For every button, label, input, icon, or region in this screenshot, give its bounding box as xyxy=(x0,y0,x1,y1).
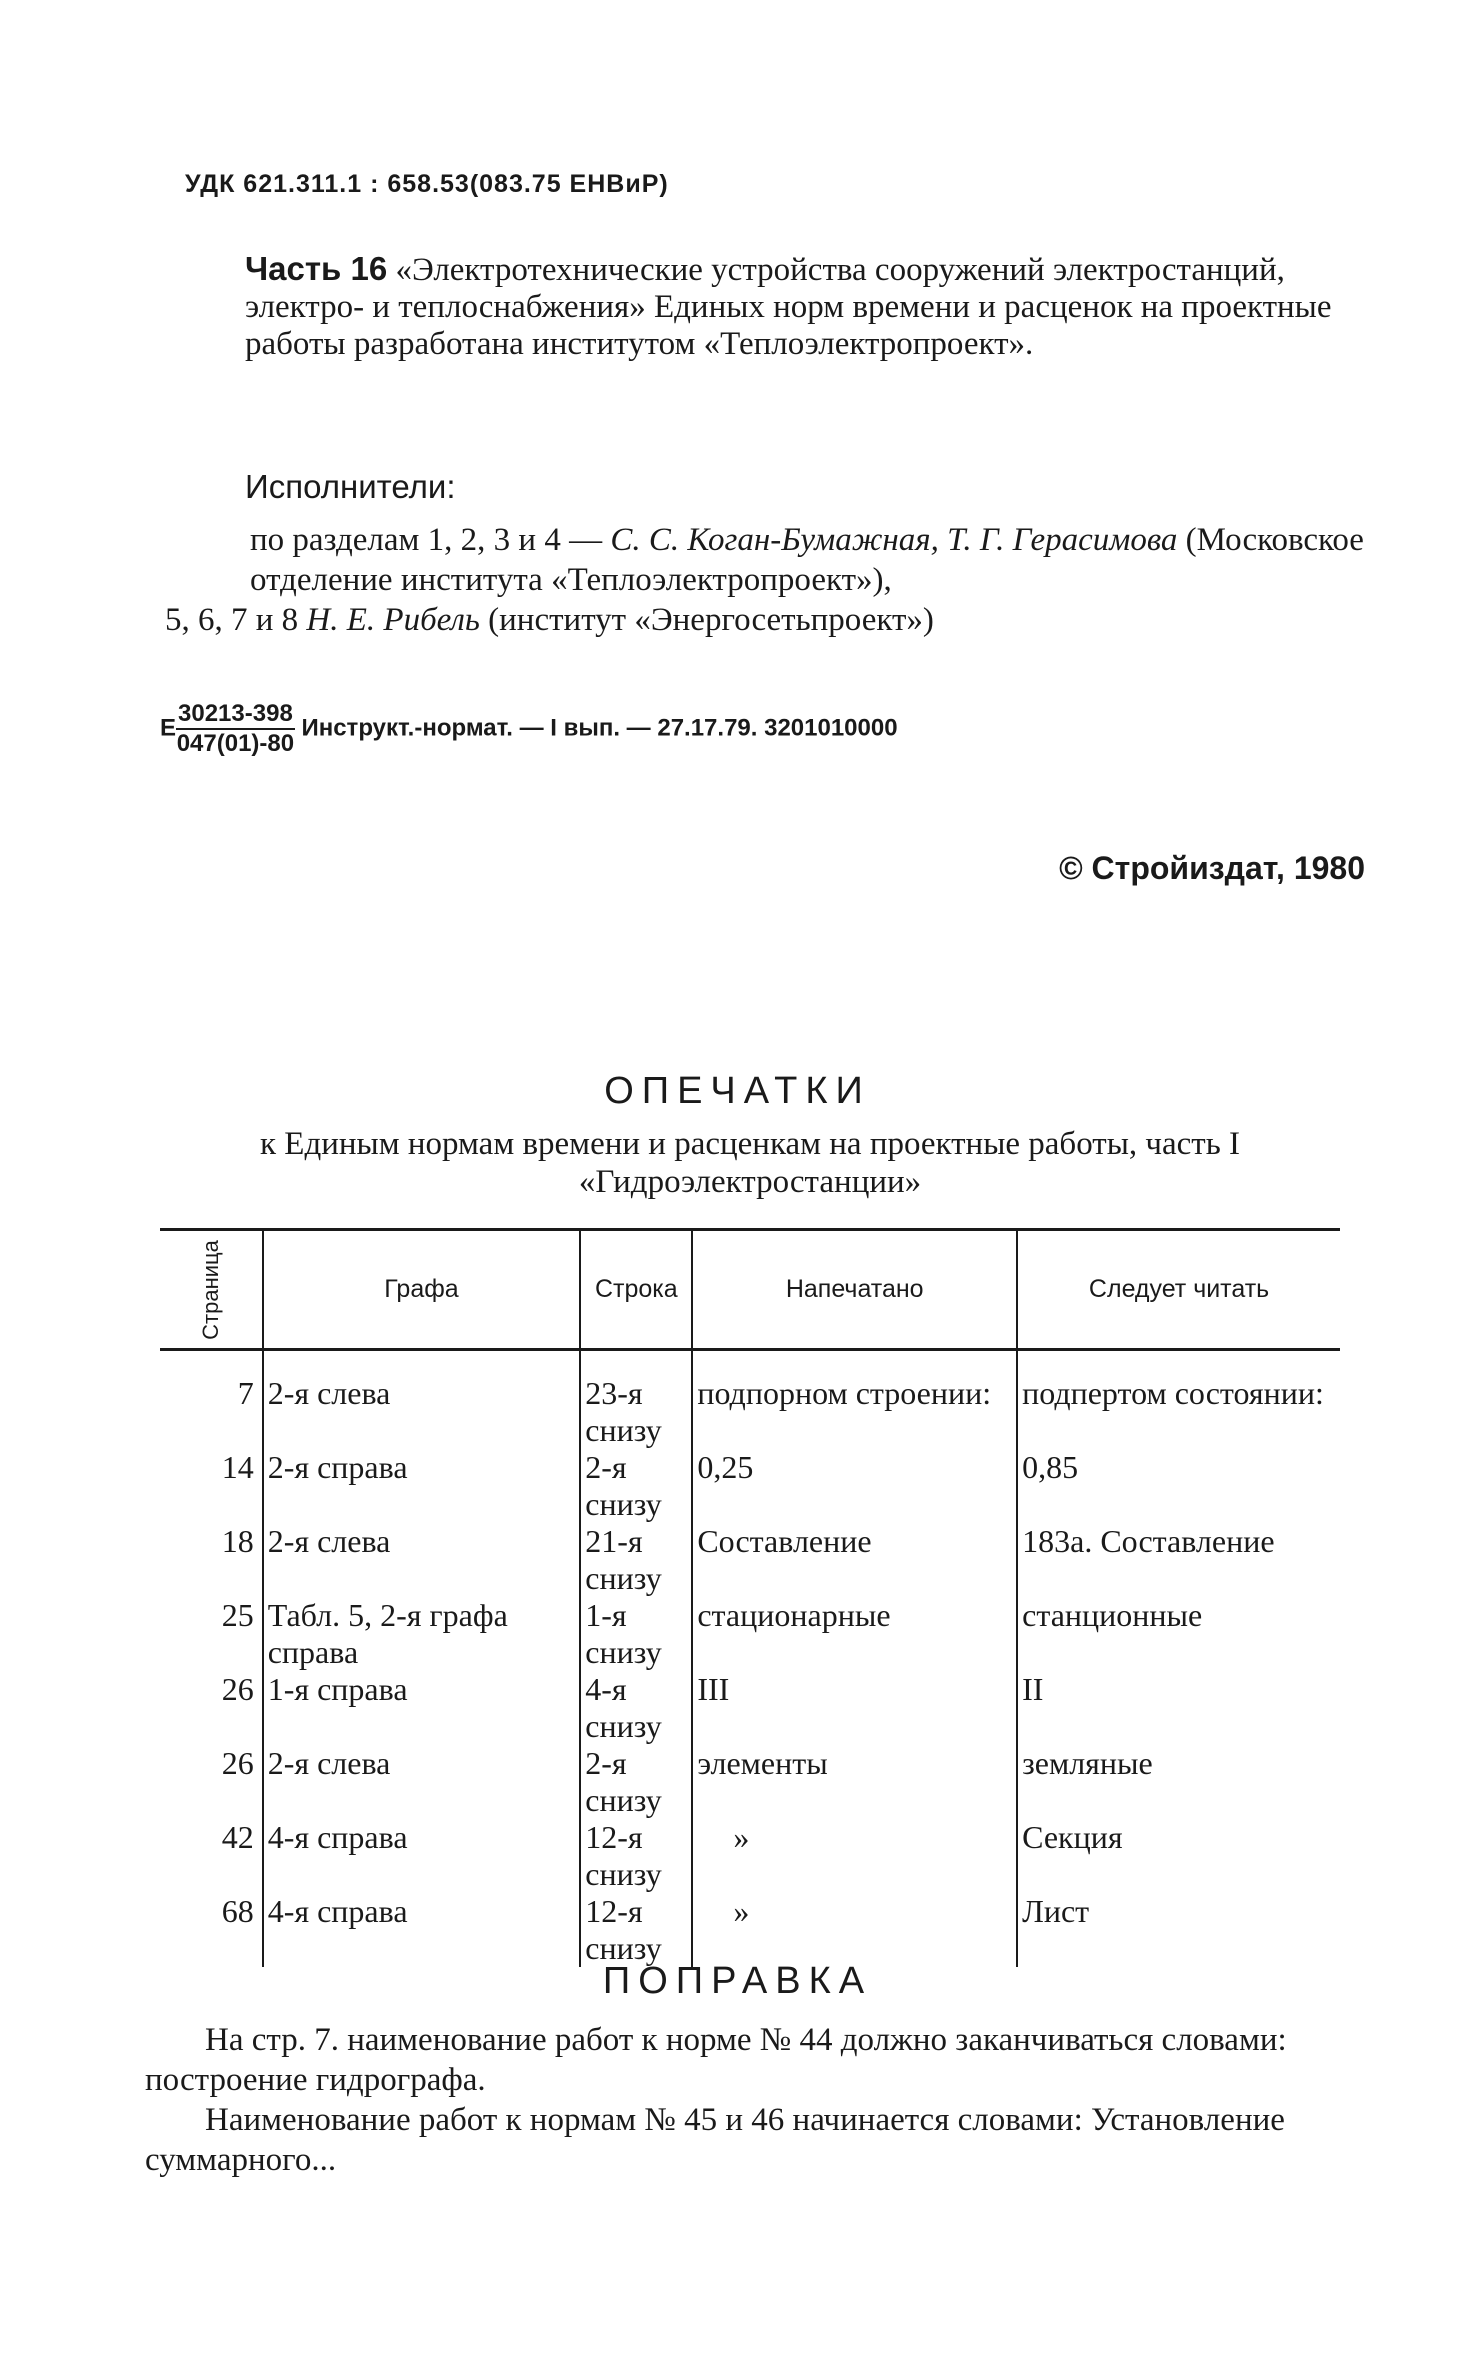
table-row xyxy=(160,1893,1340,1967)
correction-title: ПОПРАВКА xyxy=(602,1960,873,2002)
correction-paragraph-1: На стр. 7. наименование работ к норме № 44 должно заканчиваться словами: построение гидрографа. xyxy=(145,2022,1287,2098)
table-row xyxy=(160,1745,1340,1819)
code-text: Инструкт.-нормат. — I вып. — 27.17.79. 3201010000 xyxy=(294,714,898,742)
cell-should-read: подпертом состоянии: xyxy=(1017,1350,1340,1450)
cell-column: 2-я справа xyxy=(263,1449,581,1523)
cell-line: 23-я снизу xyxy=(580,1350,692,1450)
cell-page: 7 xyxy=(237,1375,254,1411)
cell-printed: » xyxy=(692,1893,1017,1967)
cell-should-read: Секция xyxy=(1017,1819,1340,1893)
errata-subtitle xyxy=(150,1125,1350,1201)
table-row xyxy=(160,1671,1340,1745)
header-printed: Напечатано xyxy=(692,1230,1017,1350)
cell-line: 12-я снизу xyxy=(580,1819,692,1893)
cell-line: 12-я снизу xyxy=(580,1893,692,1967)
copyright: © Стройиздат, 1980 xyxy=(1059,850,1365,886)
cell-column: 2-я слева xyxy=(263,1523,581,1597)
header-line: Строка xyxy=(580,1230,692,1350)
cell-line: 2-я снизу xyxy=(580,1449,692,1523)
publication-code xyxy=(160,700,898,758)
executors-line-1 xyxy=(165,520,1365,600)
cell-should-read: земляные xyxy=(1017,1745,1340,1819)
table-row xyxy=(160,1597,1340,1671)
executors-line1-prefix: по разделам 1, 2, 3 и 4 — xyxy=(250,522,611,558)
executors-line1-org: (Московское отделение института «Теплоэлектропроект»), xyxy=(250,522,1364,598)
cell-printed: Составление xyxy=(692,1523,1017,1597)
cell-line: 1-я снизу xyxy=(580,1597,692,1671)
cell-column: Табл. 5, 2-я графа справа xyxy=(263,1597,581,1671)
cell-column: 4-я справа xyxy=(263,1893,581,1967)
cell-printed: стационарные xyxy=(692,1597,1017,1671)
executors-heading: Исполнители: xyxy=(245,468,456,505)
table-row xyxy=(160,1523,1340,1597)
cell-column: 2-я слева xyxy=(263,1745,581,1819)
cell-page: 26 xyxy=(221,1745,254,1781)
cell-page: 14 xyxy=(221,1449,254,1485)
table-row xyxy=(160,1449,1340,1523)
executors-line2-name: Н. Е. Рибель xyxy=(306,602,480,638)
cell-page: 26 xyxy=(221,1671,254,1707)
correction-text xyxy=(145,2020,1370,2180)
table-row xyxy=(160,1819,1340,1893)
header-page: Страница xyxy=(197,1240,223,1340)
errata-table xyxy=(160,1228,1340,1967)
errata-header-row xyxy=(160,1230,1340,1350)
cell-line: 21-я снизу xyxy=(580,1523,692,1597)
part-description xyxy=(245,250,1365,363)
header-should-read: Следует читать xyxy=(1017,1230,1340,1350)
part-text: «Электротехнические устройства сооружений электростанций, электро- и теплоснабжения» Единых норм времени и расценок на проектные работы разработана институтом «Теплоэлектропроект». xyxy=(245,252,1332,362)
cell-should-read: Лист xyxy=(1017,1893,1340,1967)
code-denominator: 047(01)-80 xyxy=(176,730,295,757)
code-numerator: 30213-398 xyxy=(176,700,295,730)
table-row xyxy=(160,1350,1340,1450)
cell-printed: III xyxy=(692,1671,1017,1745)
errata-subtitle-line-2: «Гидроэлектростанции» xyxy=(578,1164,922,1200)
part-lead: Часть 16 xyxy=(245,250,388,287)
executors-line2-org: (институт «Энергосетьпроект») xyxy=(479,602,934,638)
code-prefix: Е xyxy=(160,714,177,742)
cell-printed: 0,25 xyxy=(692,1449,1017,1523)
executors-line2-prefix: 5, 6, 7 и 8 xyxy=(165,602,307,638)
cell-page: 42 xyxy=(221,1819,254,1855)
header-column: Графа xyxy=(263,1230,581,1350)
cell-printed: элементы xyxy=(692,1745,1017,1819)
cell-line: 2-я снизу xyxy=(580,1745,692,1819)
cell-line: 4-я снизу xyxy=(580,1671,692,1745)
cell-column: 1-я справа xyxy=(263,1671,581,1745)
cell-should-read: станционные xyxy=(1017,1597,1340,1671)
cell-should-read: 0,85 xyxy=(1017,1449,1340,1523)
cell-column: 2-я слева xyxy=(263,1350,581,1450)
cell-printed: подпорном строении: xyxy=(692,1350,1017,1450)
errata-subtitle-line-1: к Единым нормам времени и расценкам на проектные работы, часть I xyxy=(260,1126,1240,1162)
cell-should-read: II xyxy=(1017,1671,1340,1745)
udk-code: УДК 621.311.1 : 658.53(083.75 ЕНВиР) xyxy=(185,170,669,198)
cell-printed: » xyxy=(692,1819,1017,1893)
executors-line1-names: С. С. Коган-Бумажная, Т. Г. Герасимова xyxy=(610,522,1178,558)
executors-list xyxy=(165,520,1365,640)
cell-should-read: 183а. Составление xyxy=(1017,1523,1340,1597)
cell-page: 25 xyxy=(221,1597,254,1633)
code-fraction xyxy=(176,700,295,758)
cell-column: 4-я справа xyxy=(263,1819,581,1893)
correction-paragraph-2: Наименование работ к нормам № 45 и 46 начинается словами: Установление суммарного... xyxy=(145,2102,1285,2178)
cell-page: 68 xyxy=(221,1893,254,1929)
cell-page: 18 xyxy=(221,1523,254,1559)
executors-line-2 xyxy=(165,600,1365,640)
errata-title: ОПЕЧАТКИ xyxy=(604,1070,871,1112)
